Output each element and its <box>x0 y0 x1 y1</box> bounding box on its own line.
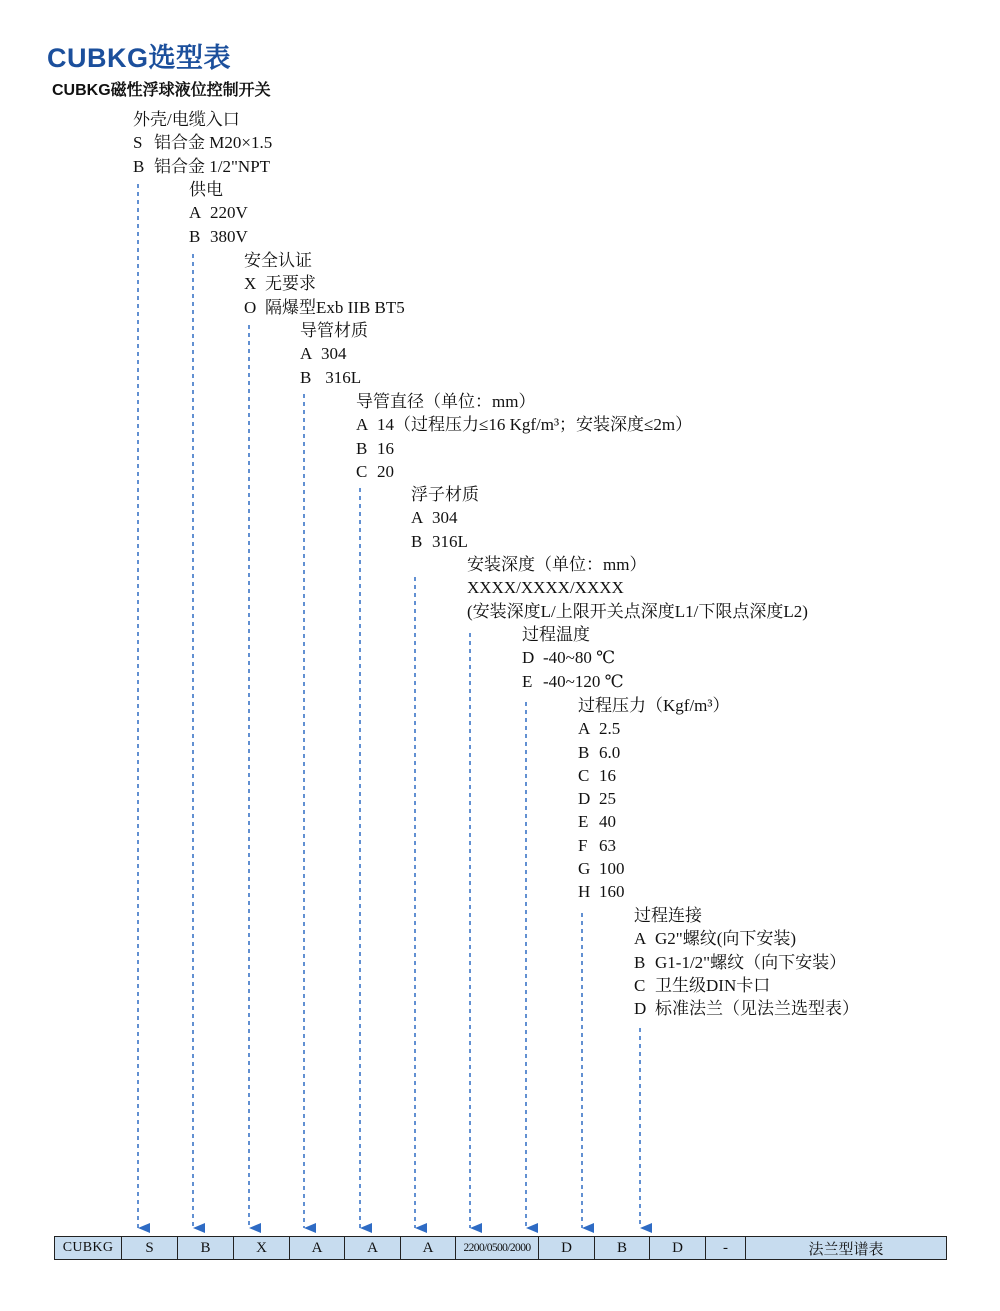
group-heading: 外壳/电缆入口 <box>133 110 240 129</box>
option-code: B <box>356 438 368 458</box>
option-code: A <box>578 719 591 739</box>
page-title: CUBKG选型表 <box>47 43 231 73</box>
option-code: B <box>578 742 590 762</box>
option-code: A <box>356 415 369 435</box>
option-code: C <box>356 461 368 481</box>
option-code: A <box>300 344 313 364</box>
option-code: G <box>578 859 591 879</box>
option-text: XXXX/XXXX/XXXX <box>467 578 624 598</box>
option-text: 316L <box>432 531 468 551</box>
option-text: 160 <box>599 882 625 902</box>
group-heading: 安装深度（单位：mm） <box>467 555 647 574</box>
code-cell-housing: S <box>122 1237 178 1260</box>
option-code: B <box>133 156 145 176</box>
code-cell-process-connection: D <box>650 1237 706 1260</box>
option-text: 25 <box>599 789 616 809</box>
option-text: 2.5 <box>599 719 621 739</box>
option-code: D <box>578 789 591 809</box>
option-code: S <box>133 133 143 153</box>
group-heading: 安全认证 <box>244 251 312 270</box>
code-cell-certification: X <box>234 1237 290 1260</box>
code-cell-tube-material: A <box>290 1237 345 1260</box>
page-subtitle: CUBKG磁性浮球液位控制开关 <box>52 82 271 99</box>
option-text: (安装深度L/上限开关点深度L1/下限点深度L2) <box>467 601 808 621</box>
option-text: -40~80 ℃ <box>543 648 616 668</box>
code-cell-float-material: A <box>401 1237 456 1260</box>
option-text: 16 <box>599 765 616 785</box>
group-heading: 浮子材质 <box>411 485 479 504</box>
group-heading: 过程连接 <box>634 906 702 925</box>
group-heading: 过程压力（Kgf/m³） <box>578 696 730 715</box>
option-text: 100 <box>599 859 625 879</box>
option-code: C <box>578 765 590 785</box>
option-text: 316L <box>321 367 362 387</box>
option-code: F <box>578 835 588 855</box>
option-text: 14（过程压力≤16 Kgf/m³；安装深度≤2m） <box>377 415 693 435</box>
code-cell-flange-spec: 法兰型谱表 <box>746 1237 947 1260</box>
option-text: 6.0 <box>599 742 621 762</box>
model-code-table <box>54 1236 947 1260</box>
option-text: -40~120 ℃ <box>543 671 624 691</box>
option-text: 标准法兰（见法兰选型表） <box>655 999 859 1019</box>
code-cell-series: CUBKG <box>55 1237 122 1260</box>
option-text: 220V <box>210 203 248 223</box>
option-code: D <box>522 648 535 668</box>
option-code: B <box>634 952 646 972</box>
model-code-row <box>55 1237 947 1260</box>
option-code: A <box>411 508 424 528</box>
option-text: 380V <box>210 226 248 246</box>
option-text: G1-1/2"螺纹（向下安装） <box>655 952 847 972</box>
code-cell-process-temperature: D <box>539 1237 595 1260</box>
option-text: 16 <box>377 438 394 458</box>
option-code: H <box>578 882 591 902</box>
option-text: 铝合金 M20×1.5 <box>154 133 273 153</box>
option-text: 20 <box>377 461 394 481</box>
code-cell-process-pressure: B <box>595 1237 650 1260</box>
option-code: E <box>522 671 533 691</box>
option-code: B <box>189 226 201 246</box>
code-cell-install-depth: 2200/0500/2000 <box>456 1237 539 1260</box>
option-code: O <box>244 297 257 317</box>
group-heading: 过程温度 <box>522 625 590 644</box>
option-text: 无要求 <box>265 274 316 294</box>
group-heading: 导管材质 <box>300 321 368 340</box>
option-text: 铝合金 1/2"NPT <box>154 156 271 176</box>
option-code: C <box>634 975 646 995</box>
code-cell-power: B <box>178 1237 234 1260</box>
option-text: 63 <box>599 835 616 855</box>
code-cell-tube-diameter: A <box>345 1237 401 1260</box>
option-text: 卫生级DIN卡口 <box>655 975 771 995</box>
option-text: 304 <box>432 508 458 528</box>
option-code: A <box>189 203 202 223</box>
option-text: G2"螺纹(向下安装) <box>655 929 797 949</box>
option-code: X <box>244 274 257 294</box>
group-heading: 导管直径（单位：mm） <box>356 392 536 411</box>
code-cell-separator: - <box>706 1237 746 1260</box>
option-code: B <box>411 531 423 551</box>
option-code: D <box>634 999 647 1019</box>
option-code: B <box>300 367 312 387</box>
option-text: 隔爆型Exb IIB BT5 <box>265 297 405 317</box>
option-code: A <box>634 929 647 949</box>
group-heading: 供电 <box>189 180 223 199</box>
option-code: E <box>578 812 589 832</box>
option-text: 40 <box>599 812 616 832</box>
option-text: 304 <box>321 344 347 364</box>
